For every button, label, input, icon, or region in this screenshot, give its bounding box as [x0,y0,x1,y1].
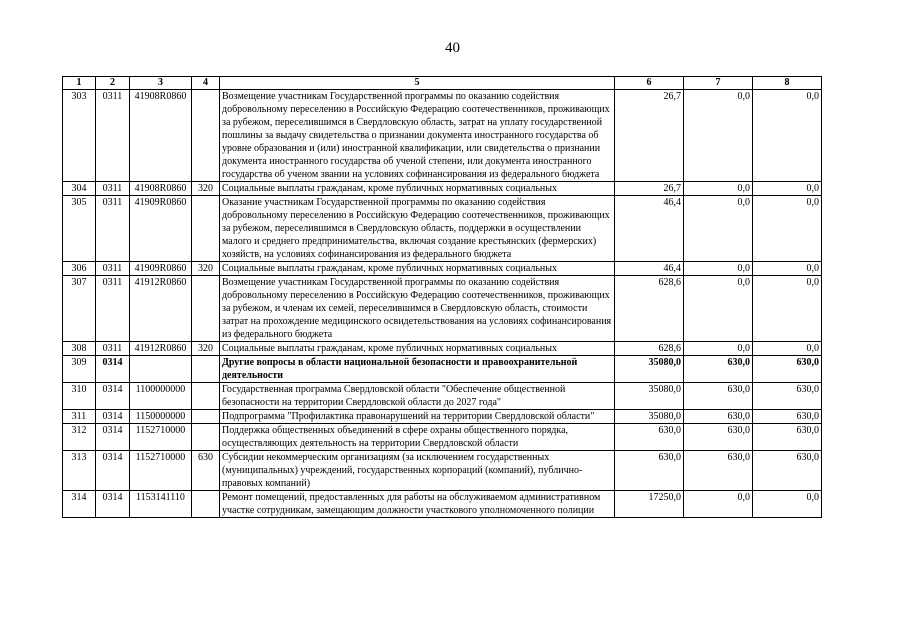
amount-col-6: 35080,0 [615,410,684,424]
row-description: Другие вопросы в области национальной безопасности и правоохранительной деятельности [220,356,615,383]
target-article-code: 41909R0860 [130,262,192,276]
table-row [63,451,822,491]
table-row [63,182,822,196]
row-description: Подпрограмма "Профилактика правонарушений на территории Свердловской области" [220,410,615,424]
row-description: Оказание участникам Государственной программы по оказанию содействия добровольному переселению в Российскую Федерацию соотечественников, проживающих за рубежом, переселившимся в Свердловскую область, поддержки в осуществлении малого и среднего предпринимательства, включая создание крестьянских (фермерских) хозяйств, на условиях софинансирования из федерального бюджета [220,196,615,262]
row-description: Поддержка общественных объединений в сфере охраны общественного порядка, осуществляющих деятельность на территории Свердловской области [220,424,615,451]
row-number: 311 [63,410,96,424]
section-code: 0314 [96,491,130,518]
table-body [63,90,822,518]
amount-col-6: 630,0 [615,424,684,451]
target-article-code: 41908R0860 [130,182,192,196]
header-col-3: 3 [130,77,192,90]
expense-type-code: 320 [192,262,220,276]
header-col-4: 4 [192,77,220,90]
table-row [63,196,822,262]
section-code: 0314 [96,451,130,491]
row-description: Возмещение участникам Государственной программы по оказанию содействия добровольному переселению в Российскую Федерацию соотечественников, проживающих за рубежом, и членам их семей, переселившимся в Свердловскую область, стоимости затрат на прохождение медицинского освидетельствования на условиях софинансирования из федерального бюджета [220,276,615,342]
amount-col-7: 0,0 [684,491,753,518]
row-number: 306 [63,262,96,276]
amount-col-8: 0,0 [753,90,822,182]
section-code: 0311 [96,342,130,356]
expense-type-code [192,491,220,518]
expense-type-code [192,424,220,451]
row-description: Социальные выплаты гражданам, кроме публичных нормативных социальных [220,182,615,196]
row-description: Ремонт помещений, предоставленных для работы на обслуживаемом административном участке сотрудникам, замещающим должности участкового уполномоченного полиции [220,491,615,518]
table-row [63,262,822,276]
expense-type-code [192,90,220,182]
amount-col-7: 0,0 [684,196,753,262]
page-number: 40 [445,40,460,56]
row-number: 304 [63,182,96,196]
amount-col-8: 630,0 [753,383,822,410]
row-number: 305 [63,196,96,262]
amount-col-7: 630,0 [684,356,753,383]
row-number: 310 [63,383,96,410]
section-code: 0314 [96,383,130,410]
amount-col-6: 628,6 [615,276,684,342]
amount-col-7: 630,0 [684,383,753,410]
header-col-6: 6 [615,77,684,90]
target-article-code: 1152710000 [130,451,192,491]
header-col-7: 7 [684,77,753,90]
amount-col-6: 35080,0 [615,356,684,383]
section-code: 0311 [96,90,130,182]
header-row [63,77,822,90]
row-number: 313 [63,451,96,491]
expense-type-code: 320 [192,342,220,356]
header-col-1: 1 [63,77,96,90]
row-description: Социальные выплаты гражданам, кроме публичных нормативных социальных [220,342,615,356]
header-col-5: 5 [220,77,615,90]
expense-type-code [192,410,220,424]
table-row [63,342,822,356]
target-article-code: 1150000000 [130,410,192,424]
section-code: 0314 [96,410,130,424]
target-article-code [130,356,192,383]
table-row [63,276,822,342]
amount-col-6: 17250,0 [615,491,684,518]
amount-col-8: 630,0 [753,451,822,491]
amount-col-8: 0,0 [753,276,822,342]
amount-col-8: 0,0 [753,182,822,196]
expense-type-code [192,276,220,342]
amount-col-6: 26,7 [615,90,684,182]
amount-col-7: 630,0 [684,451,753,491]
target-article-code: 1100000000 [130,383,192,410]
amount-col-7: 0,0 [684,262,753,276]
table-row [63,424,822,451]
section-code: 0311 [96,196,130,262]
target-article-code: 41912R0860 [130,342,192,356]
row-description: Государственная программа Свердловской области "Обеспечение общественной безопасности на территории Свердловской области до 2027 года" [220,383,615,410]
section-code: 0311 [96,276,130,342]
amount-col-7: 0,0 [684,90,753,182]
expense-type-code [192,383,220,410]
row-number: 307 [63,276,96,342]
target-article-code: 41908R0860 [130,90,192,182]
table-row [63,356,822,383]
row-number: 312 [63,424,96,451]
amount-col-7: 0,0 [684,342,753,356]
amount-col-8: 0,0 [753,342,822,356]
amount-col-6: 630,0 [615,451,684,491]
target-article-code: 1153141110 [130,491,192,518]
target-article-code: 1152710000 [130,424,192,451]
table-row [63,90,822,182]
table-row [63,491,822,518]
amount-col-6: 46,4 [615,196,684,262]
amount-col-8: 0,0 [753,491,822,518]
amount-col-7: 630,0 [684,410,753,424]
row-description: Возмещение участникам Государственной программы по оказанию содействия добровольному переселению в Российскую Федерацию соотечественников, проживающих за рубежом, переселившимся в Свердловскую область, затрат на уплату государственной пошлины за выдачу свидетельства о признании документа иностранного государства об уровне образования и (или) иностранной квалификации, или свидетельства о признании документа иностранного государства об ученой степени, или документа иностранного государства об ученом звании на условиях софинансирования из федерального бюджета [220,90,615,182]
section-code: 0311 [96,182,130,196]
section-code: 0314 [96,356,130,383]
row-description: Субсидии некоммерческим организациям (за исключением государственных (муниципальных) учреждений, государственных корпораций (компаний), публично-правовых компаний) [220,451,615,491]
amount-col-6: 26,7 [615,182,684,196]
amount-col-7: 0,0 [684,276,753,342]
expense-type-code: 320 [192,182,220,196]
amount-col-8: 630,0 [753,356,822,383]
target-article-code: 41912R0860 [130,276,192,342]
amount-col-7: 0,0 [684,182,753,196]
budget-table [62,76,822,518]
amount-col-8: 0,0 [753,262,822,276]
amount-col-6: 35080,0 [615,383,684,410]
amount-col-8: 0,0 [753,196,822,262]
row-number: 308 [63,342,96,356]
row-number: 303 [63,90,96,182]
expense-type-code [192,196,220,262]
expense-type-code [192,356,220,383]
expense-type-code: 630 [192,451,220,491]
header-col-2: 2 [96,77,130,90]
amount-col-8: 630,0 [753,424,822,451]
row-number: 309 [63,356,96,383]
section-code: 0311 [96,262,130,276]
row-number: 314 [63,491,96,518]
target-article-code: 41909R0860 [130,196,192,262]
amount-col-6: 46,4 [615,262,684,276]
row-description: Социальные выплаты гражданам, кроме публичных нормативных социальных [220,262,615,276]
table-row [63,410,822,424]
table-row [63,383,822,410]
section-code: 0314 [96,424,130,451]
amount-col-8: 630,0 [753,410,822,424]
amount-col-6: 628,6 [615,342,684,356]
amount-col-7: 630,0 [684,424,753,451]
header-col-8: 8 [753,77,822,90]
